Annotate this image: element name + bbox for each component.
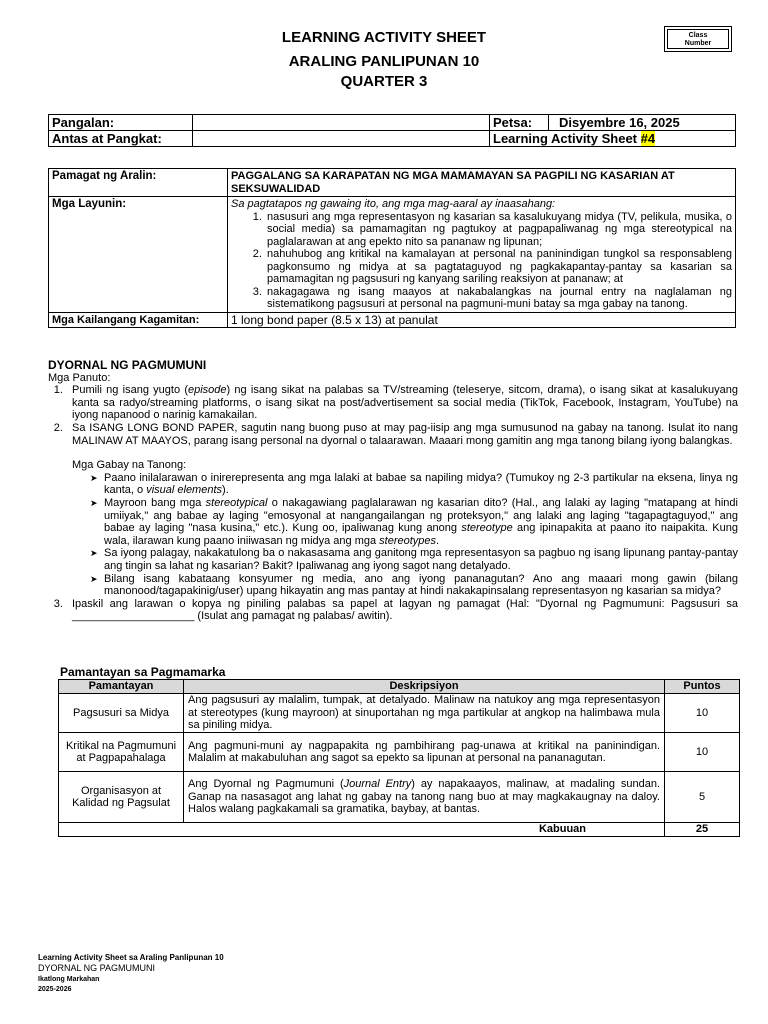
student-info-table [48, 114, 736, 147]
name-field[interactable] [193, 115, 490, 131]
materials-value: 1 long bond paper (8.5 x 13) at panulat [228, 312, 736, 328]
instruction-step-1: 1. Pumili ng isang yugto (episode) ng isang sikat na palabas sa TV/streaming (teleserye, sitcom, drama), o isang sikat at kasalukuyang kanta sa radyo/streaming platforms, o isang sikat na post/advertisement sa social media (TikTok, Facebook, Instagram, YouTube) na iyong napanood o narinig kamakailan. [66, 384, 738, 422]
arrow-bullet-icon: ➤ [90, 472, 98, 483]
arrow-bullet-icon: ➤ [90, 573, 98, 584]
rubric-heading: Pamantayan sa Pagmamarka [60, 665, 226, 679]
objective-item: 2. nahuhubog ang kritikal na kamalayan at personal na paninindigan tungkol sa responsableng pagkonsumo ng midya at sa pagtataguyod ng pagkakapantay-pantay sa kasarian sa pamamagitan ng pagsusuri ng kanyang sariling reaksiyon at pananaw; at [265, 248, 732, 286]
las-label: Learning Activity Sheet [493, 131, 641, 146]
rubric-row [59, 772, 740, 823]
class-number-box[interactable] [664, 26, 732, 52]
rubric-col-points: Puntos [665, 680, 740, 694]
guide-question: ➤ Mayroon bang mga stereotypical o nakagawiang paglalarawan ng kasarian dito? (Hal., ang lalaki ay laging "matapang at hindi umiiyak," ang babae ay laging "emosyonal at nangangailangan ng proteksyon," ang lalaki ang laging "tagapagtaguyod," ang babae ay laging "nasa kusina," etc.). Kung oo, ipaliwanag kung anong stereotype ang ipinapakita at paano ito naipakita. Kung wala, ilarawan kung paano iniiwasan ng midya ang mga stereotypes. [90, 496, 738, 547]
rubric-description: Ang pagmuni-muni ay nagpapakita ng pambihirang pag-unawa at kritikal na paninindigan. Malalim at makabuluhan ang sagot sa epekto sa lipunan at personal na pananagutan. [184, 733, 665, 772]
footer-line-1: Learning Activity Sheet sa Araling Panlipunan 10 [38, 953, 224, 962]
instructions-label: Mga Panuto: [48, 371, 111, 384]
footer [38, 953, 224, 995]
rubric-total-points: 25 [665, 823, 740, 837]
rubric-row [59, 694, 740, 733]
rubric-description: Ang Dyornal ng Pagmumuni (Journal Entry) ay napakaayos, malinaw, at madaling sundan. Ganap na nasasagot ang lahat ng gabay na tanong nang buo at may magkakaugnay na daloy. Halos walang pagkakamali sa gramatika, baybay, at bantas. [184, 772, 665, 823]
subject-title: ARALING PANLIPUNAN 10 [288, 53, 480, 70]
rubric-criteria: Kritikal na Pagmumuni at Pagpapahalaga [59, 733, 184, 772]
instruction-step-3: 3. Ipaskil ang larawan o kopya ng piniling palabas sa papel at lagyan ng pamagat (Hal: "Dyornal ng Pagmumuni: Pagsusuri sa ____________________ (Isulat ang pamagat ng palabas/ awitin). [66, 598, 738, 623]
guide-questions-label: Mga Gabay na Tanong: [72, 459, 187, 472]
date-field[interactable]: Disyembre 16, 2025 [549, 115, 736, 131]
guide-questions-list [72, 472, 738, 598]
objective-item: 3. nakagagawa ng isang maayos at nakabalangkas na journal entry na naglalaman ng sistematikong pagsusuri at personal na pagmuni-muni batay sa mga gabay na tanong. [265, 286, 732, 311]
guide-question: ➤ Paano inilalarawan o inirerepresenta ang mga lalaki at babae sa napiling midya? (Tumukoy ng 2-3 partikular na eksena, linya ng kanta, o visual elements). [90, 471, 738, 497]
guide-question: ➤ Sa iyong palagay, nakakatulong ba o nakasasama ang ganitong mga representasyon sa pagbuo ng isang lipunang pantay-pantay ang tingin sa lahat ng kasarian? Bakit? Ipaliwanag ang iyong sagot nang detalyado. [90, 547, 738, 572]
lesson-info-table [48, 168, 736, 328]
arrow-bullet-icon: ➤ [90, 497, 98, 508]
instructions-list [48, 384, 738, 623]
objectives-list [231, 211, 732, 311]
las-number-cell [490, 131, 736, 147]
footer-line-2: DYORNAL NG PAGMUMUNI [38, 963, 156, 973]
rubric-row [59, 733, 740, 772]
materials-label: Mga Kailangang Kagamitan: [49, 312, 228, 328]
class-number-label-2: Number [684, 40, 712, 47]
objectives-label: Mga Layunin: [49, 197, 228, 313]
guide-question: ➤ Bilang isang kabataang konsyumer ng media, ano ang iyong pananagutan? Ano ang maaari mong gawin (bilang manonood/tagapakinig/user) upang hikayatin ang mas pantay at hindi nakakapinsalang representasyon ng kasarian sa midya? [90, 572, 738, 598]
footer-line-4: 2025-2026 [38, 986, 72, 993]
objectives-cell [228, 197, 736, 313]
date-label: Petsa: [490, 115, 549, 131]
instruction-step-2: 2. Sa ISANG LONG BOND PAPER, sagutin nang buong puso at may pag-iisip ang mga sumusunod na gabay na tanong. Isulat ito nang MALINAW AT MAAYOS, parang isang personal na dyornal o talaarawan. Maaari mong gamitin ang mga tanong bilang iyong balangkas. Mga Gabay na Tanong: ➤ Paano inilalarawan o inirerepresenta ang mga lalaki at babae sa napiling midya? (Tumukoy ng 2-3 partikular na eksena, linya ng kanta, o visual elements). ➤ Mayroon bang mga stereotypical o nakagawiang paglalarawan ng kasarian dito? (Hal., ang lalaki ay laging "matapang at hindi umiiyak," ang babae ay laging "emosyonal at nangangailangan ng proteksyon," ang lalaki ang laging "tagapagtaguyod," ang babae ay laging "nasa kusina," etc.). Kung oo, ipaliwanag kung anong stereotype ang ipinapakita at paano ito naipakita. Kung wala, ilarawan kung paano iniiwasan ng midya ang mga stereotypes. ➤ Sa iyong palagay, nakakatulong ba o nakasasama ang ganitong mga representasyon sa pagbuo ng isang lipunang pantay-pantay ang tingin sa lahat ng kasarian? Bakit? Ipaliwanag ang iyong sagot nang detalyado. ➤ Bilang isang kabataang konsyumer ng media, ano ang iyong pananagutan? Ano ang maaari mong gawin (bilang manonood/tagapakinig/user) upang hikayatin ang mas pantay at hindi nakakapinsalang representasyon ng kasarian sa midya? [66, 422, 738, 598]
lesson-title-label: Pamagat ng Aralin: [49, 169, 228, 197]
journal-heading: DYORNAL NG PAGMUMUNI [48, 358, 207, 372]
rubric-criteria: Pagsusuri sa Midya [59, 694, 184, 733]
rubric-points: 10 [665, 733, 740, 772]
rubric-points: 5 [665, 772, 740, 823]
las-number-highlight: #4 [640, 131, 656, 146]
journal-section [48, 359, 738, 623]
rubric-col-description: Deskripsiyon [184, 680, 665, 694]
rubric-description: Ang pagsusuri ay malalim, tumpak, at detalyado. Malinaw na natukoy ang mga representasyon at stereotypes (kung mayroon) at sinuportahan ng mga partikular at angkop na halimbawa mula sa piniling midya. [184, 694, 665, 733]
objective-item: 1. nasusuri ang mga representasyon ng kasarian sa kasalukuyang midya (TV, pelikula, musika, o social media) sa pamamagitan ng pagtukoy at pagpapaliwanag ng mga stereotypical na paglalarawan at ang epekto nito sa pananaw ng lipunan; [265, 211, 732, 249]
arrow-bullet-icon: ➤ [90, 548, 98, 559]
rubric-table [58, 679, 740, 837]
quarter-title: QUARTER 3 [340, 73, 428, 90]
lesson-title-value: PAGGALANG SA KARAPATAN NG MGA MAMAMAYAN SA PAGPILI NG KASARIAN AT SEKSUWALIDAD [228, 169, 736, 197]
grade-section-field[interactable] [193, 131, 490, 147]
rubric-criteria: Organisasyon at Kalidad ng Pagsulat [59, 772, 184, 823]
objectives-intro: Sa pagtatapos ng gawaing ito, ang mga mag-aaral ay inaasahang: [231, 198, 556, 210]
grade-section-label: Antas at Pangkat: [49, 131, 193, 147]
sheet-title: LEARNING ACTIVITY SHEET [281, 29, 487, 46]
rubric-points: 10 [665, 694, 740, 733]
name-label: Pangalan: [49, 115, 193, 131]
rubric-col-criteria: Pamantayan [59, 680, 184, 694]
class-number-label-1: Class [688, 32, 708, 39]
rubric-total-label: Kabuuan [59, 823, 665, 837]
footer-line-3: Ikatlong Markahan [38, 976, 100, 983]
